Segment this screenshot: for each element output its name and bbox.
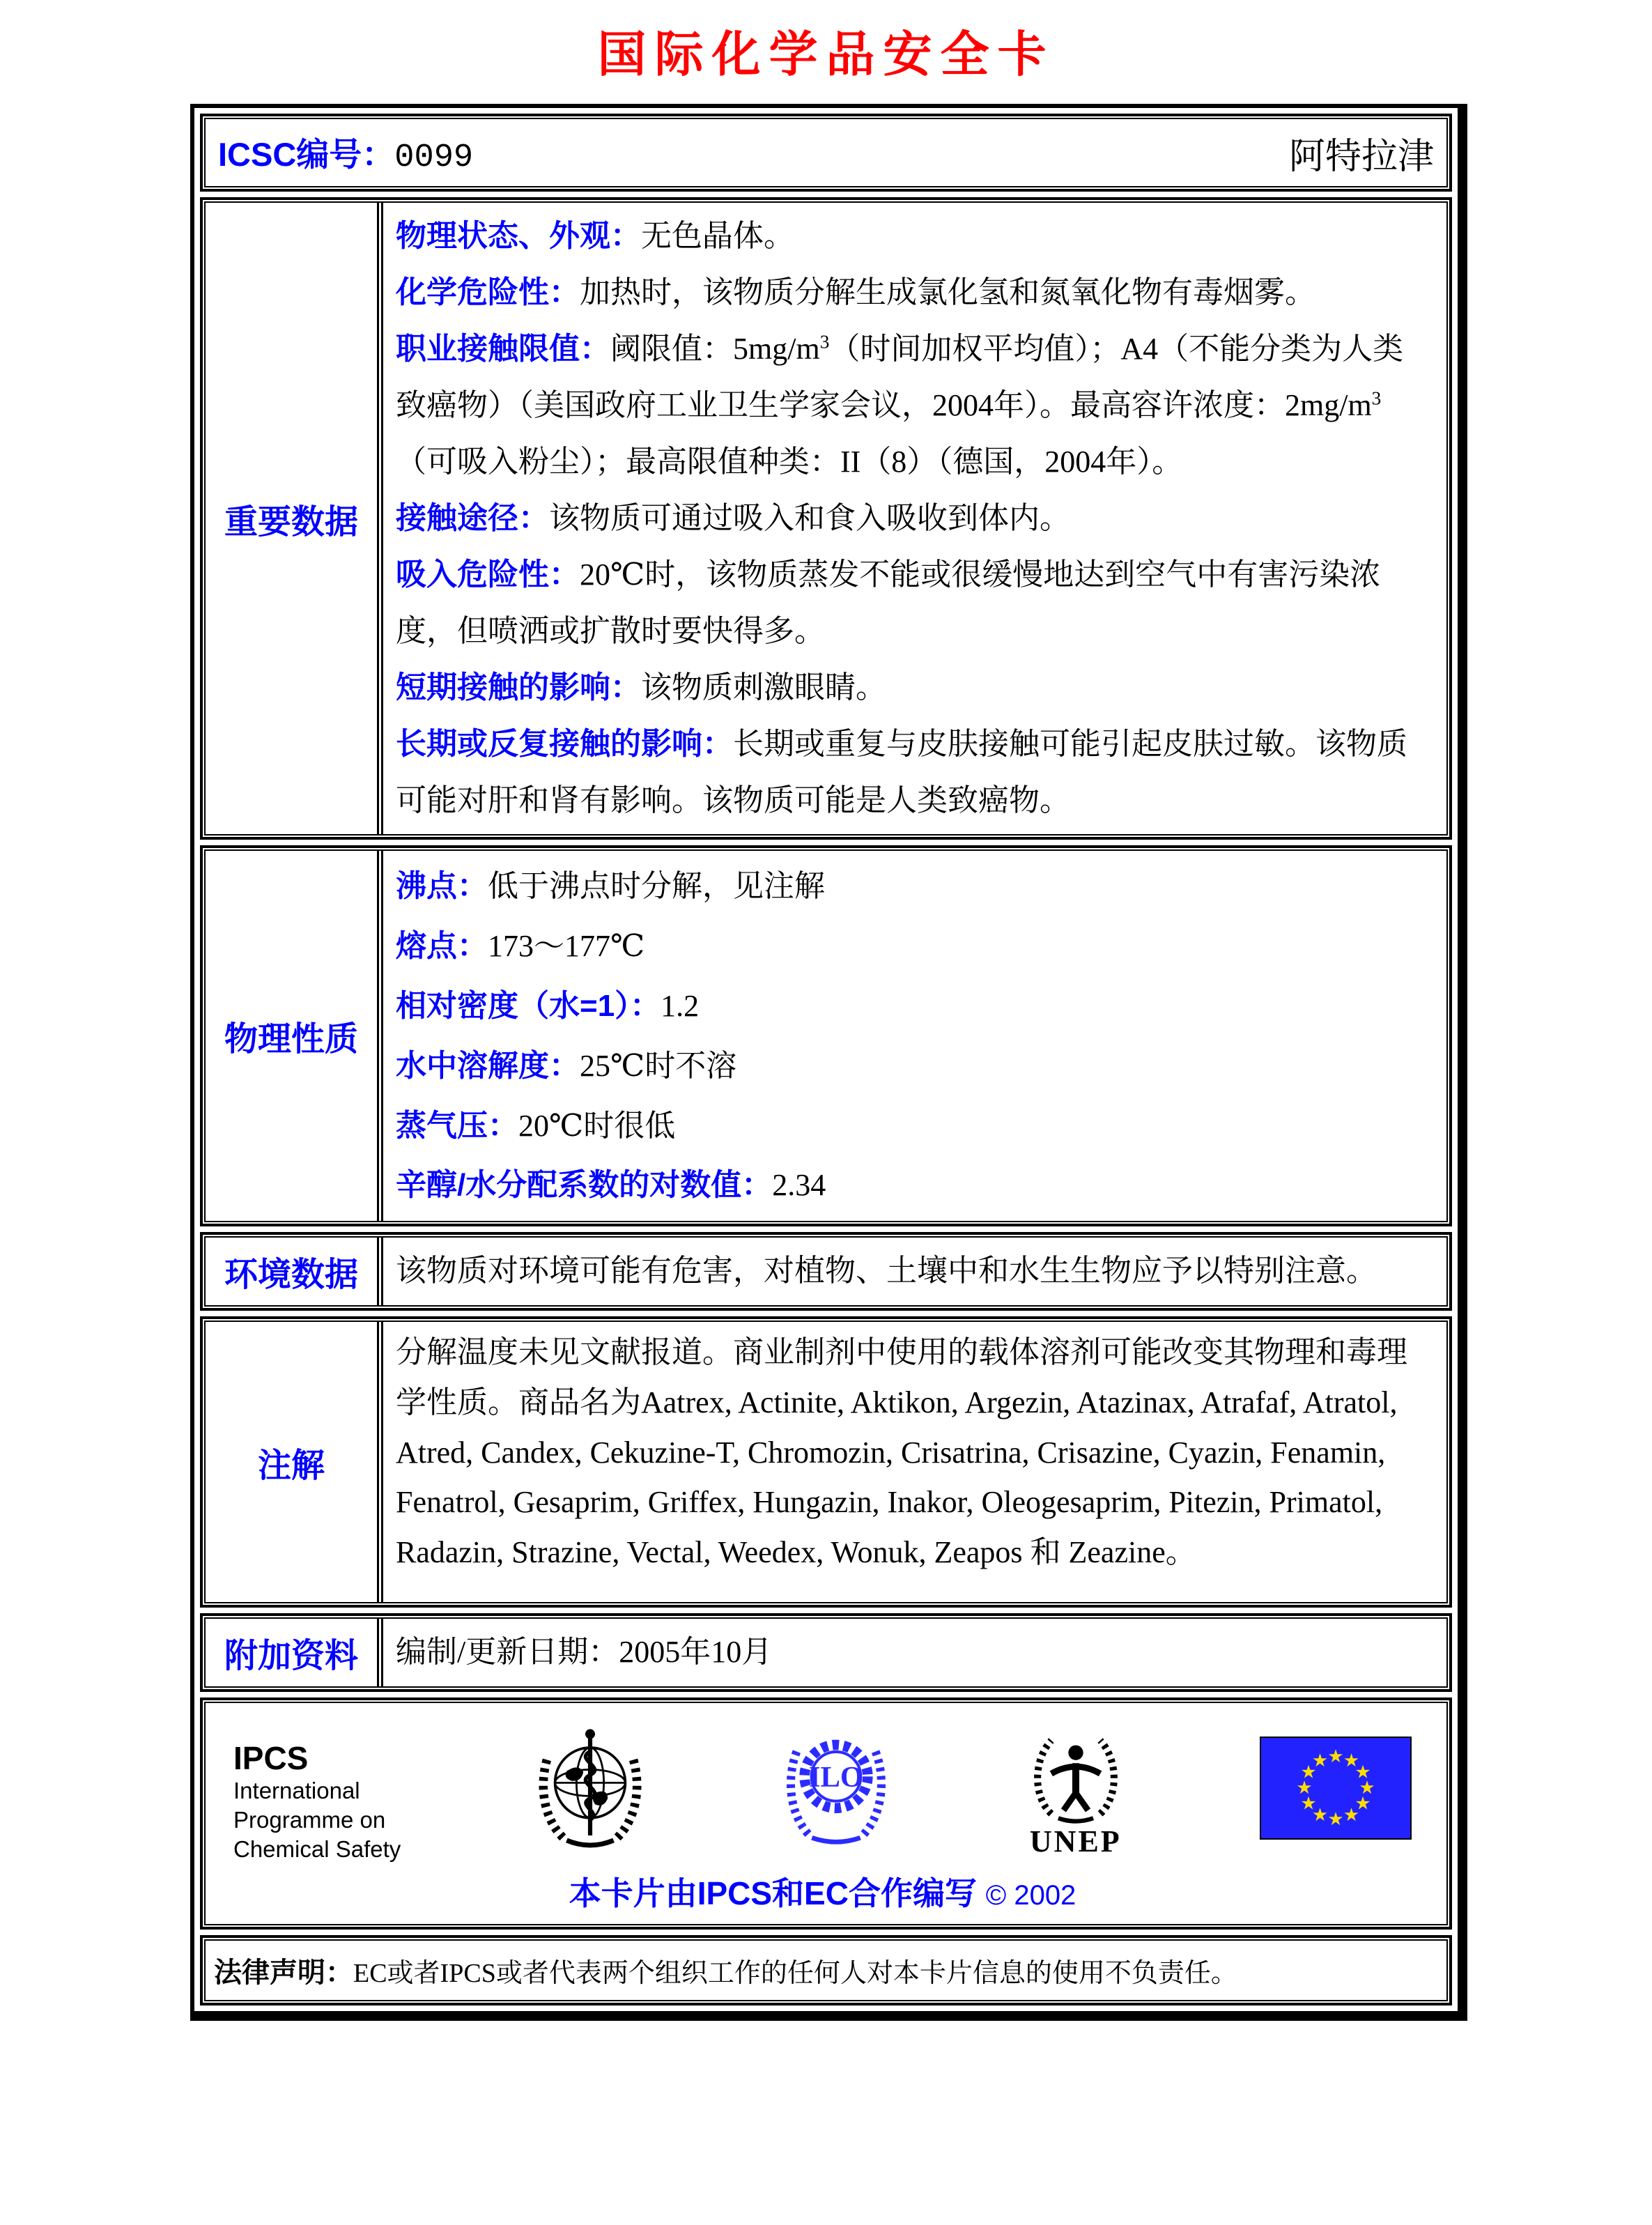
icsc-number-label: ICSC编号： bbox=[218, 136, 395, 173]
short-term-effect-label: 短期接触的影响： bbox=[396, 670, 641, 705]
physical-properties-content bbox=[381, 851, 1446, 1221]
oel-text-1: 阈限值：5mg/m bbox=[610, 331, 820, 366]
important-data-content bbox=[381, 203, 1446, 834]
inhalation-risk-line bbox=[396, 547, 1434, 660]
water-solubility-line bbox=[396, 1036, 1434, 1096]
long-term-effect-text: 长期或重复与皮肤接触可能引起皮肤过敏。该物质可能对肝和肾有影响。该物质可能是人类致癌物。 bbox=[396, 726, 1407, 817]
chemical-danger-text: 加热时，该物质分解生成氯化氢和氮氧化物有毒烟雾。 bbox=[580, 275, 1315, 309]
svg-text:★: ★ bbox=[1300, 1793, 1317, 1814]
environmental-data-text: 该物质对环境可能有危害，对植物、土壤中和水生生物应予以特别注意。 bbox=[396, 1254, 1377, 1288]
cooperation-caption bbox=[233, 1868, 1412, 1914]
logos-cell bbox=[206, 1703, 1446, 1924]
exposure-route-label: 接触途径： bbox=[396, 500, 549, 535]
physical-properties-row bbox=[200, 845, 1452, 1226]
additional-info-label-cell bbox=[206, 1619, 379, 1686]
oel-sup-1: 3 bbox=[819, 331, 830, 353]
svg-text:★: ★ bbox=[1343, 1750, 1360, 1771]
header-row bbox=[200, 114, 1452, 192]
oel-sup-2: 3 bbox=[1371, 387, 1382, 409]
svg-text:★: ★ bbox=[1327, 1809, 1344, 1830]
svg-text:★: ★ bbox=[1354, 1762, 1371, 1783]
boiling-point-label: 沸点： bbox=[396, 869, 488, 904]
svg-text:★: ★ bbox=[1296, 1778, 1313, 1799]
section-label-additional-info: 附加资料 bbox=[224, 1638, 358, 1675]
physical-properties-label-cell bbox=[206, 851, 379, 1221]
physical-state-line bbox=[396, 208, 1434, 265]
chemical-danger-line bbox=[396, 265, 1434, 321]
section-label-notes: 注解 bbox=[257, 1447, 325, 1484]
melting-point-label: 熔点： bbox=[396, 929, 488, 964]
environmental-data-label-cell bbox=[206, 1238, 379, 1305]
vapor-pressure-value: 20℃时很低 bbox=[518, 1108, 676, 1143]
additional-info-row bbox=[200, 1613, 1452, 1692]
svg-text:★: ★ bbox=[1311, 1750, 1329, 1771]
svg-text:★: ★ bbox=[1311, 1805, 1329, 1826]
partition-coefficient-value: 2.34 bbox=[772, 1168, 826, 1203]
svg-text:★: ★ bbox=[1354, 1793, 1371, 1814]
legal-label: 法律声明： bbox=[214, 1957, 353, 1989]
oel-text-3: （可吸入粉尘）；最高限值种类：II（8）（德国，2004年）。 bbox=[396, 444, 1183, 479]
notes-row bbox=[200, 1316, 1452, 1608]
legal-text: EC或者IPCS或者代表两个组织工作的任何人对本卡片信息的使用不负责任。 bbox=[353, 1959, 1237, 1989]
oel-text-2: （时间加权平均值）；A4（不能分类为人类致癌物）（美国政府工业卫生学家会议，2004年）。最高容许浓度：2mg/m bbox=[396, 331, 1404, 422]
boiling-point-value: 低于沸点时分解，见注解 bbox=[488, 869, 825, 904]
inhalation-risk-text: 20℃时，该物质蒸发不能或很缓慢地达到空气中有害污染浓度，但喷洒或扩散时要快得多。 bbox=[396, 557, 1381, 648]
partition-coefficient-label: 辛醇/水分配系数的对数值： bbox=[396, 1168, 773, 1203]
update-date-line bbox=[396, 1624, 772, 1681]
chemical-danger-label: 化学危险性： bbox=[396, 275, 580, 309]
short-term-effect-line bbox=[396, 660, 1434, 716]
icsc-number-group bbox=[218, 129, 473, 176]
ipcs-logo-block bbox=[233, 1741, 401, 1864]
svg-text:★: ★ bbox=[1327, 1746, 1344, 1767]
page-title: 国际化学品安全卡 bbox=[597, 27, 1055, 82]
svg-text:★: ★ bbox=[1359, 1778, 1375, 1799]
environmental-data-row bbox=[200, 1232, 1452, 1311]
unep-emblem-icon bbox=[1023, 1721, 1129, 1824]
notes-content bbox=[381, 1322, 1446, 1602]
svg-text:★: ★ bbox=[1300, 1762, 1317, 1783]
vapor-pressure-label: 蒸气压： bbox=[396, 1108, 518, 1143]
legal-row bbox=[200, 1935, 1452, 2005]
melting-point-line bbox=[396, 916, 1434, 976]
water-solubility-label: 水中溶解度： bbox=[396, 1048, 580, 1083]
short-term-effect-text: 该物质刺激眼睛。 bbox=[641, 670, 886, 705]
ipcs-title: IPCS bbox=[233, 1740, 309, 1777]
logos-row bbox=[200, 1697, 1452, 1930]
ipcs-subtitle-line1: International bbox=[233, 1777, 360, 1803]
physical-state-label: 物理状态、外观： bbox=[396, 219, 641, 253]
environmental-data-content bbox=[381, 1238, 1446, 1305]
ilo-letters: ILO bbox=[808, 1761, 863, 1794]
physical-state-text: 无色晶体。 bbox=[641, 219, 794, 253]
safety-card-table bbox=[190, 104, 1467, 2021]
unep-wordmark: UNEP bbox=[1029, 1824, 1122, 1859]
notes-text: 分解温度未见文献报道。商业制剂中使用的载体溶剂可能改变其物理和毒理学性质。商品名为Aatrex, Actinite, Aktikon, Argezin, Atazinax, Atrafaf, Atratol, Atred, Candex, Cekuzine-T, Chromozin, Crisatrina, Crisazine, Cyazin, Fenamin, Fenatrol, Gesaprim, Griffex, Hungazin, Inakor, Oleogesaprim, Pitezin, Primatol, Radazin, Strazine, Vectal, Weedex, Wonuk, Zeapos 和 Zeazine。 bbox=[396, 1335, 1407, 1570]
important-data-row bbox=[200, 197, 1452, 840]
melting-point-value: 173～177℃ bbox=[488, 929, 645, 964]
cooperation-caption-text: 本卡片由IPCS和EC合作编写 bbox=[569, 1875, 977, 1912]
svg-text:★: ★ bbox=[1343, 1805, 1360, 1826]
notes-label-cell bbox=[206, 1322, 379, 1602]
additional-info-content bbox=[381, 1619, 1446, 1686]
legal-line bbox=[214, 1950, 1237, 1990]
boiling-point-line bbox=[396, 856, 1434, 916]
eu-flag-icon bbox=[1260, 1737, 1412, 1840]
long-term-effect-line bbox=[396, 716, 1434, 829]
ilo-emblem-icon bbox=[780, 1721, 892, 1847]
vapor-pressure-line bbox=[396, 1096, 1434, 1156]
relative-density-line bbox=[396, 976, 1434, 1036]
oel-label: 职业接触限值： bbox=[396, 331, 610, 366]
inhalation-risk-label: 吸入危险性： bbox=[396, 557, 580, 592]
unep-logo-block bbox=[1023, 1721, 1129, 1859]
ipcs-subtitle-line2: Programme on bbox=[233, 1807, 386, 1833]
update-date-label: 编制/更新日期： bbox=[396, 1635, 619, 1670]
section-label-important-data: 重要数据 bbox=[224, 503, 358, 541]
ipcs-subtitle-line3: Chemical Safety bbox=[233, 1836, 401, 1863]
relative-density-label: 相对密度（水=1）： bbox=[396, 989, 661, 1024]
exposure-route-text: 该物质可通过吸入和食入吸收到体内。 bbox=[549, 500, 1070, 535]
copyright-text: © 2002 bbox=[985, 1880, 1076, 1911]
section-label-environmental-data: 环境数据 bbox=[224, 1256, 358, 1294]
relative-density-value: 1.2 bbox=[661, 989, 700, 1024]
who-emblem-icon bbox=[532, 1721, 649, 1852]
exposure-route-line bbox=[396, 491, 1434, 547]
partition-coefficient-line bbox=[396, 1155, 1434, 1215]
section-label-physical-properties: 物理性质 bbox=[224, 1021, 358, 1058]
update-date-value: 2005年10月 bbox=[619, 1635, 773, 1670]
oel-line bbox=[396, 321, 1434, 491]
legal-cell bbox=[206, 1941, 1446, 2000]
long-term-effect-label: 长期或反复接触的影响： bbox=[396, 726, 733, 761]
important-data-label-cell bbox=[206, 203, 379, 834]
substance-name: 阿特拉津 bbox=[1288, 137, 1434, 177]
icsc-number-value: 0099 bbox=[394, 139, 474, 176]
water-solubility-value: 25℃时不溶 bbox=[580, 1048, 737, 1083]
